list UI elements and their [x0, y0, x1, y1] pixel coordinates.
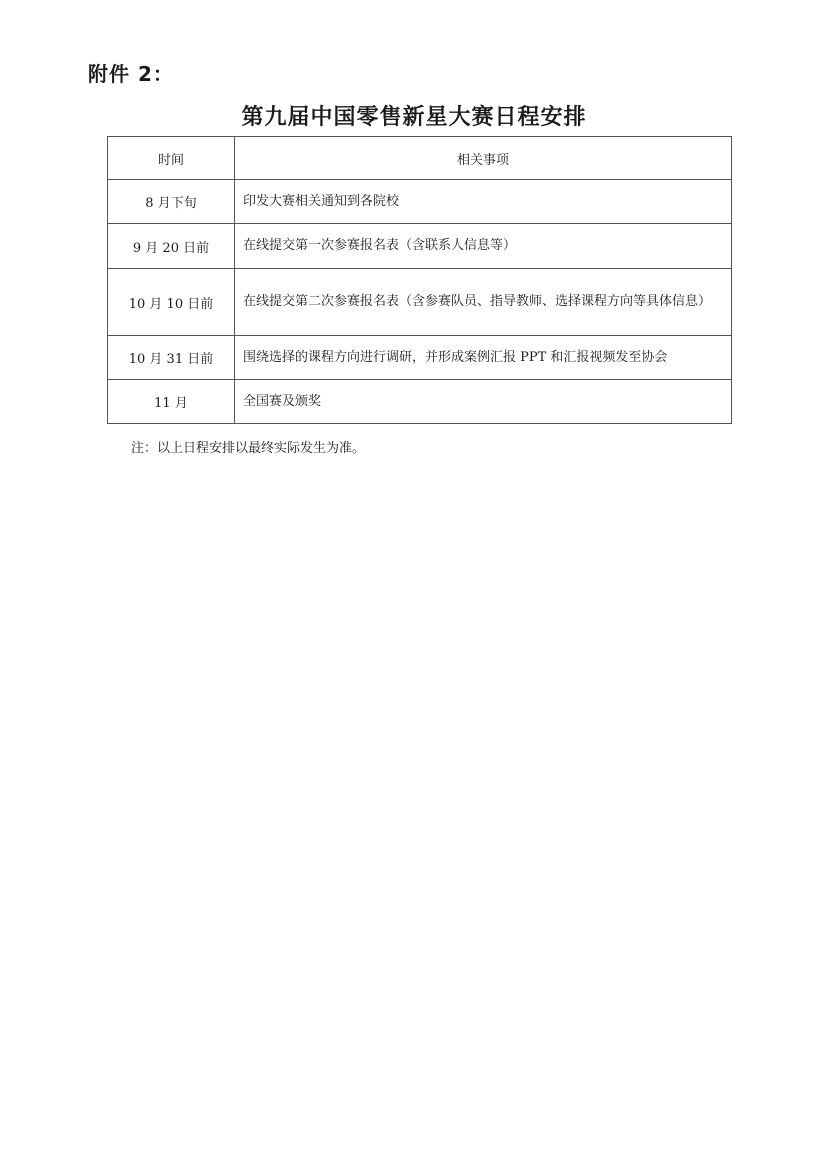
table-row: [108, 269, 732, 336]
row-item: 围绕选择的课程方向进行调研，并形成案例汇报 PPT 和汇报视频发至协会: [235, 336, 732, 380]
header-item: 相关事项: [235, 137, 732, 180]
row-time: 9 月 20 日前: [108, 224, 235, 269]
row-time: 10 月 10 日前: [108, 269, 235, 336]
row-item: 在线提交第二次参赛报名表（含参赛队员、指导教师、选择课程方向等具体信息）: [235, 269, 732, 336]
row-item: 全国赛及颁奖: [235, 380, 732, 424]
document-title: 第九届中国零售新星大赛日程安排: [241, 105, 587, 130]
row-item: 在线提交第一次参赛报名表（含联系人信息等）: [235, 224, 732, 269]
table-header-row: [108, 137, 732, 180]
row-time: 11 月: [108, 380, 235, 424]
row-time: 8 月下旬: [108, 180, 235, 224]
schedule-table: [107, 136, 732, 424]
table-row: [108, 336, 732, 380]
attachment-label: 附件 2：: [88, 62, 174, 86]
row-item: 印发大赛相关通知到各院校: [235, 180, 732, 224]
table-row: [108, 180, 732, 224]
table-row: [108, 224, 732, 269]
row-time: 10 月 31 日前: [108, 336, 235, 380]
table-row: [108, 380, 732, 424]
footnote: 注：以上日程安排以最终实际发生为准。: [131, 441, 366, 456]
header-time: 时间: [108, 137, 235, 180]
